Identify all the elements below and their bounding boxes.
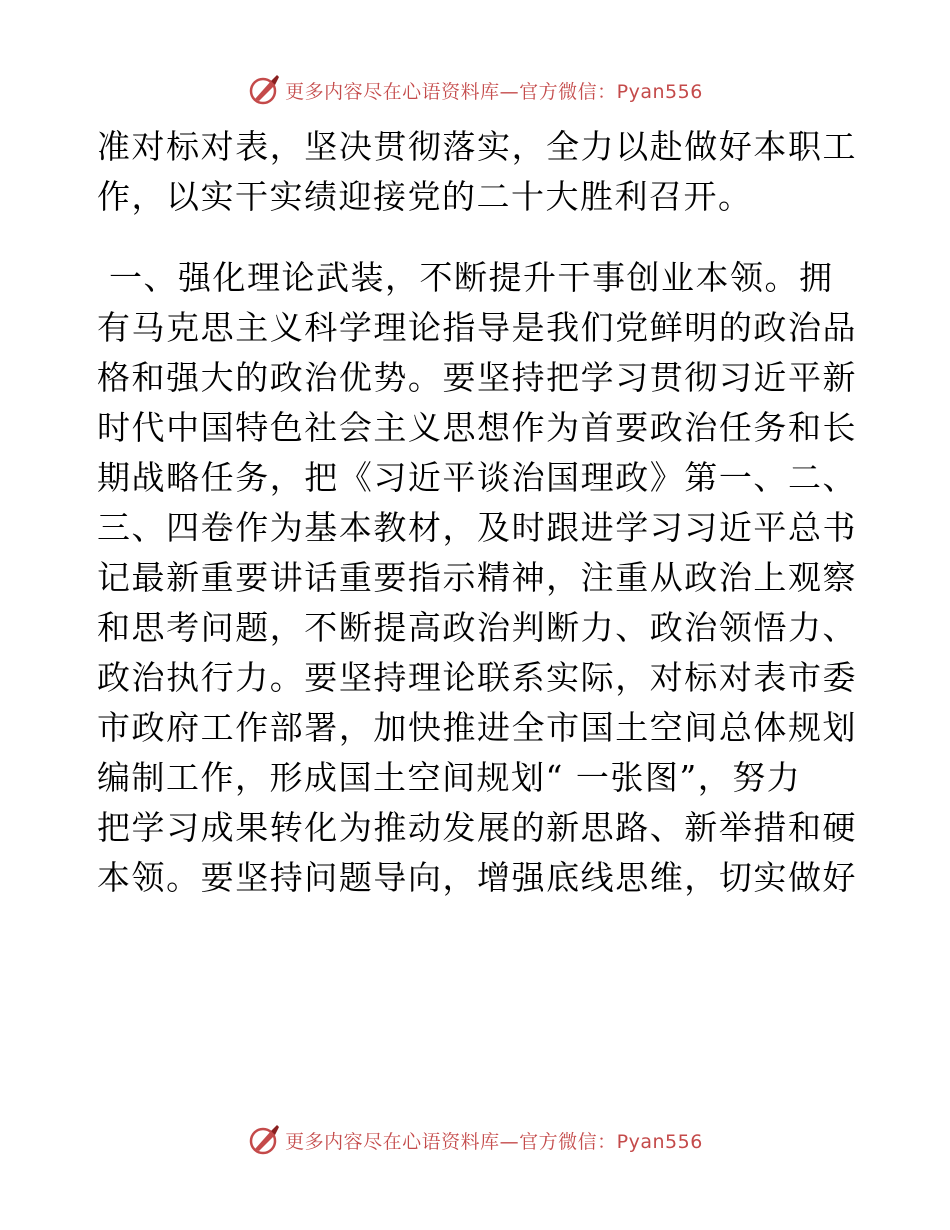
text-line: 格和强大的政治优势。要坚持把学习贯彻习近平新	[97, 358, 857, 397]
text-line: 时代中国特色社会主义思想作为首要政治任务和长	[97, 408, 857, 447]
text-line: 三、四卷作为基本教材，及时跟进学习习近平总书	[97, 508, 857, 547]
footer-watermark-text: 更多内容尽在心语资料库—官方微信：Pyan556	[285, 1130, 703, 1153]
text-line: 有马克思主义科学理论指导是我们党鲜明的政治品	[97, 308, 857, 347]
pen-logo-icon	[247, 1123, 281, 1157]
text-line: 期战略任务，把《习近平谈治国理政》第一、二、	[97, 458, 857, 497]
text-line: 作，以实干实绩迎接党的二十大胜利召开。	[97, 177, 753, 216]
text-line: 记最新重要讲话重要指示精神，注重从政治上观察	[97, 558, 857, 597]
text-line: 市政府工作部署，加快推进全市国土空间总体规划	[97, 708, 857, 747]
text-line: 本领。要坚持问题导向，增强底线思维，切实做好	[97, 858, 857, 897]
paragraph-2	[97, 253, 857, 903]
header-watermark-text: 更多内容尽在心语资料库—官方微信：Pyan556	[285, 80, 703, 103]
footer-watermark-banner	[0, 1120, 950, 1160]
text-line: 把学习成果转化为推动发展的新思路、新举措和硬	[97, 808, 857, 847]
text-line: 一、强化理论武装，不断提升干事创业本领。拥	[97, 258, 834, 297]
text-line: 政治执行力。要坚持理论联系实际，对标对表市委	[97, 658, 857, 697]
paragraph-1	[97, 122, 857, 222]
text-line: 和思考问题，不断提高政治判断力、政治领悟力、	[97, 608, 857, 647]
pen-logo-icon	[247, 73, 281, 107]
text-line: 编制工作，形成国土空间规划“ 一张图”，努力	[97, 758, 802, 797]
text-line: 准对标对表，坚决贯彻落实，全力以赴做好本职工	[97, 127, 857, 166]
document-body	[97, 122, 857, 903]
header-watermark-banner	[0, 70, 950, 110]
